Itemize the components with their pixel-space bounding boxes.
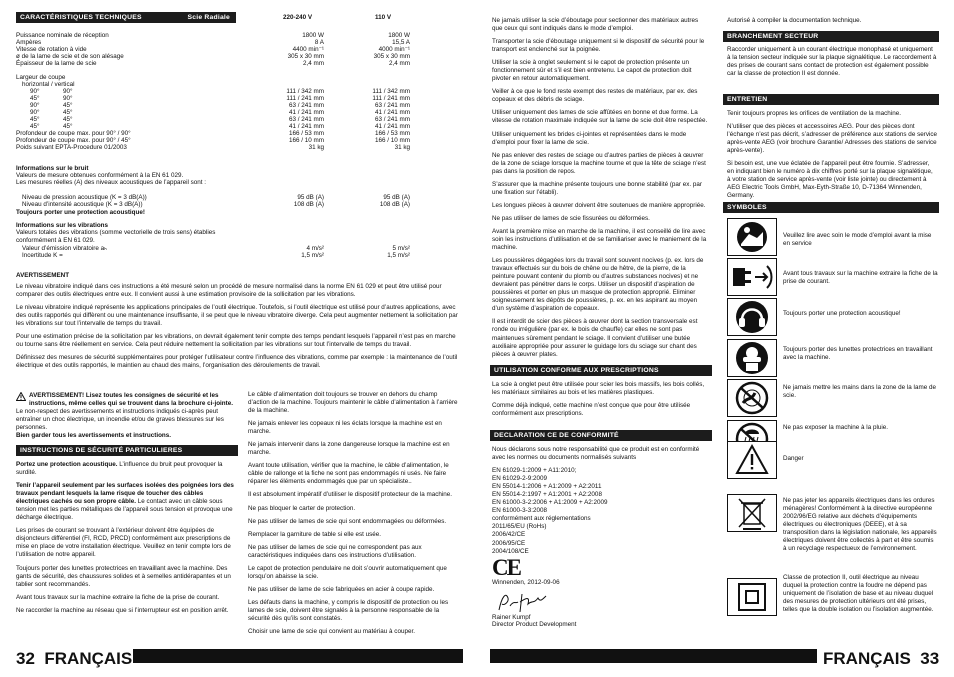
safety-item: Ne pas bloquer le carter de protection. — [248, 504, 356, 512]
spec-row — [16, 95, 410, 102]
safety-item: Remplacer la garniture de table si elle est usée. — [248, 530, 382, 538]
instruction-item: Ne pas utiliser de lames de scie fissurées ou déformées. — [492, 214, 650, 222]
symbol-text-danger: Danger — [783, 455, 804, 462]
value-110: 41 / 241 mm — [375, 109, 410, 116]
value-110: 15,5 A — [392, 39, 410, 46]
entretien-body: Tenir toujours propres les orifices de ventilation de la machine. N’utiliser que des pièces et accessoires AEG. Pour des pièces dont l’échange n’est pas décrit, s’adresser de préférence aux stations de service après-vente AEG (voir brochure Garantie/ Adresses des stations de service après-vente). Si besoin est, une vue éclatée de l’appareil peut être fournie. S’adresser, en indiquant bien le numéro à dix chiffres porté sur la plaque signalétique, à votre station de service après-vente (voir liste jointe) ou directement à AEG Electric Tools GmbH, Max-Eyth-Straße 10, D-71364 Winnenden, Germany. — [727, 110, 938, 200]
spec-label: Valeur d’émission vibratoire aₕ — [22, 245, 107, 252]
angle-a: 45° — [30, 123, 40, 130]
place-date: Winnenden, 2012-09-06 — [492, 579, 560, 586]
spec-row — [16, 245, 410, 252]
safety-item: Ne jamais enlever les copeaux ni les éclats lorsque la machine est en marche. — [248, 420, 442, 436]
ce-norm: EN 55014-2:1997 + A1:2001 + A2:2008 — [492, 491, 602, 499]
angle-b: 45° — [63, 116, 73, 123]
spec-row — [16, 88, 410, 95]
spec-label: Niveau de pression acoustique (K = 3 dB(A)) — [22, 194, 147, 201]
safety-item: Ne pas utiliser de lames de scie qui sont endommagées ou déformées. — [248, 517, 447, 525]
ce-norm: EN 61029-1:2009 + A11:2010; — [492, 467, 577, 475]
value-220: 8 A — [314, 39, 324, 46]
spec-row — [16, 39, 410, 46]
use-body: La scie à onglet peut être utilisée pour scier les bois massifs, les bois collés, les matériaux similaires au bois et les matières plastiques. Comme déjà indiqué, cette machine n’est conçue que pour être utilisée conformément aux prescriptions. — [492, 381, 705, 418]
safety-item: Les défauts dans la machine, y compris le dispositif de protection ou les lames de scie, doivent être signalés à la personne responsable de la sécurité dès qu’ils sont constatés. — [248, 598, 449, 622]
angle-b: 90° — [63, 95, 73, 102]
angle-b: 90° — [63, 88, 73, 95]
safety-item: Choisir une lame de scie qui convient au matériau à couper. — [248, 628, 415, 636]
value-110: 111 / 241 mm — [372, 95, 410, 102]
weee-bin-icon — [727, 494, 777, 532]
symbol-text-read-manual: Veuillez lire avec soin le mode d’emploi avant la mise en service — [783, 232, 932, 248]
value-110: 2,4 mm — [389, 60, 410, 67]
spec-label: Niveau d’intensité acoustique (K = 3 dB(A)) — [22, 201, 143, 208]
ce-norm: EN 55014-1:2006 + A1:2009 + A2:2011 — [492, 483, 602, 491]
spec-label: Épaisseur de la lame de scie — [16, 60, 97, 67]
spec-label: Puissance nominale de réception — [16, 32, 109, 39]
signature-icon — [496, 590, 556, 614]
angle-a: 90° — [30, 88, 40, 95]
eye-protection-icon — [727, 339, 777, 377]
col-110-heading: 110 V — [375, 14, 392, 21]
value-220: 108 dB (A) — [293, 201, 324, 208]
angle-a: 45° — [30, 95, 40, 102]
instruction-item: Les longues pièces à œuvrer doivent être soutenues de manière appropriée. — [492, 201, 706, 209]
safety-item: Le câble d’alimentation doit toujours se trouver en dehors du champ d’action de la machine. Toujours maintenir le câble d’alimentation à l’arrière de la machine. — [248, 391, 458, 415]
ce-norm: EN 61000-3-2:2006 + A1:2009 + A2:2009 — [492, 499, 608, 507]
safety-item: Le capot de protection pendulaire ne doit s’ouvrir automatiquement que lorsqu’on abaisse la scie. — [248, 564, 447, 580]
class-ii-icon — [727, 578, 777, 616]
spec-row — [16, 194, 410, 201]
value-220: 1,5 m/s² — [301, 252, 324, 259]
value-220: 31 kg — [308, 144, 324, 151]
value-220: 4 m/s² — [306, 245, 324, 252]
value-110: 63 / 241 mm — [375, 116, 410, 123]
symbol-text-unplug: Avant tous travaux sur la machine extraire la fiche de la prise de courant. — [783, 270, 938, 286]
symbol-text-class-ii: Classe de protection II, outil électrique au niveau duquel la protection contre la foudre ne dépend pas uniquement de l’isolation de base et au niveau duquel des mesures de protection ultérieurs ont été prises, telles que la double isolation ou l’isolation augmentée. — [783, 574, 934, 614]
noise-text: Valeurs de mesure obtenues conformément à la EN 61 029. — [16, 172, 184, 179]
instruction-item: S’assurer que la machine présente toujours une bonne stabilité (par ex. par une fixation sur l’établi). — [492, 180, 703, 196]
instruction-item: Il est interdit de scier des pièces à œuvrer dont la section transversale est ronde ou irrégulière (par ex. le bois de chauffe) car elles ne sont pas maintenues sûrement pendant le sciage. Il convient d’utiliser une butée auxiliaire appropriée pour assurer le guidage lors du sciage sur chant des pièces à œuvrer plates. — [492, 318, 698, 358]
angle-b: 45° — [63, 109, 73, 116]
angle-a: 90° — [30, 109, 40, 116]
value-220: 166 / 53 mm — [289, 130, 324, 137]
safety-item: Ne pas utiliser de lames de scie qui ne correspondent pas aux caractéristiques indiquées dans ces instructions d’utilisation. — [248, 543, 422, 559]
spec-header: CARACTÉRISTIQUES TECHNIQUES Scie Radiale — [16, 12, 236, 23]
cut-sub: horizontal / vertical — [22, 81, 75, 88]
value-110: 108 dB (A) — [379, 201, 410, 208]
col-220-heading: 220-240 V — [283, 14, 313, 21]
ce-norm: 2004/108/CE — [492, 547, 529, 555]
spec-label: Incertitude K = — [22, 252, 63, 259]
angle-a: 90° — [30, 102, 40, 109]
value-110: 95 dB (A) — [383, 194, 410, 201]
spec-row — [16, 144, 410, 151]
spec-label: Profondeur de coupe max. pour 90° / 45° — [16, 137, 131, 144]
safety-item: Les prises de courant se trouvant à l’extérieur doivent être équipées de disjoncteurs différentiel (FI, RCD, PRCD) conformément aux prescriptions de mise en place de votre installation électrique. Veuillez en tenir compte lors de l’utilisation de notre appareil. — [16, 527, 231, 559]
safety-item: Ne raccorder la machine au réseau que si l’interrupteur est en position arrêt. — [16, 606, 229, 614]
spec-row — [16, 32, 410, 39]
general-warning: AVERTISSEMENT! Lisez toutes les consignes de sécurité et les instructions, même celles qui se trouvent dans la brochure ci-jointe. Le non-respect des avertissements et instructions indiqués ci-après peut entraîner un choc électrique, un incendie et/ou de graves blessures sur les personnes. Bien garder tous les avertissements et instructions. — [16, 392, 234, 440]
safety-col-b — [248, 391, 460, 641]
value-220: 95 dB (A) — [297, 194, 324, 201]
noise-title: Informations sur le bruit — [16, 165, 89, 172]
value-220: 111 / 241 mm — [286, 95, 324, 102]
spec-row — [16, 130, 410, 137]
value-110: 41 / 241 mm — [375, 123, 410, 130]
instruction-item: Ne pas enlever des restes de sciage ou d’autres parties de pièces à œuvrer de la zone de sciage lorsque la machine tourne et que la tête de sciage n’est pas dans la position de repos. — [492, 151, 706, 175]
right-footer-bar — [490, 649, 817, 663]
value-220: 305 x 30 mm — [287, 53, 324, 60]
value-220: 166 / 10 mm — [289, 137, 324, 144]
value-110: 166 / 10 mm — [375, 137, 410, 144]
safety-item: Ne jamais intervenir dans la zone dangereuse lorsque la machine est en marche. — [248, 441, 450, 457]
right-page-number: FRANÇAIS 33 — [823, 649, 940, 668]
spec-label: Vitesse de rotation à vide — [16, 46, 87, 53]
spec-row — [16, 116, 410, 123]
ce-norm: 2006/95/CE — [492, 539, 526, 547]
noise-warning: Toujours porter une protection acoustique! — [16, 209, 145, 216]
spec-row — [16, 53, 410, 60]
value-110: 305 x 30 mm — [373, 53, 410, 60]
entretien-header: ENTRETIEN — [723, 94, 939, 105]
instruction-item: Ne jamais utiliser la scie d’éboutage pour sectionner des matériaux autres que ceux qui sont indiqués dans le mode d’emploi. — [492, 17, 699, 33]
value-110: 4000 min⁻¹ — [378, 46, 410, 53]
symbol-text-eye-protection: Toujours porter des lunettes protectrices en travaillant avec la machine. — [783, 346, 933, 362]
value-110: 166 / 53 mm — [375, 130, 410, 137]
symbol-text-weee: Ne pas jeter les appareils électriques dans les ordures ménagères! Conformément à la directive européenne 2002/96/EG relative aux déchets d’équipements électriques ou électroniques (DEEE), et à sa transposition dans la législation nationale, les appareils électriques doivent être collectés à part et être soumis à un recyclage respectueux de l’environnement. — [783, 497, 937, 553]
ce-norm: conformément aux réglementations — [492, 515, 591, 523]
vibration-text: Valeurs totales des vibrations (somme vectorielle de trois sens) établies conformément à EN 61 029. — [16, 229, 216, 245]
danger-icon — [727, 441, 777, 479]
ce-norm: EN 61029-2-9:2009 — [492, 475, 547, 483]
ce-norm: 2011/65/EU (RoHs) — [492, 523, 547, 531]
safety-col-a — [16, 461, 236, 620]
spec-row — [16, 46, 410, 53]
avert-body: Le niveau vibratoire indiqué dans ces instructions a été mesuré selon un procédé de mesure normalisé dans la norme EN 61 029 et peut être utilisé pour comparer des outils électriques entre eux. Il convient aussi à une estimation provisoire de la sollicitation par les vibrations. Le niveau vibratoire indiqué représente les applications principales de l’outil électrique. Toutefois, si l’outil électrique est utilisé pour d’autres applications, avec des outils rapportés qui diffèrent ou une maintenance insuffisante, il se peut que le niveau vibratoire diverge. Cela peut augmenter nettement la sollicitation par les vibrations sur tout l’intervalle de temps du travail. Pour une estimation précise de la sollicitation par les vibrations, on devrait également tenir compte des temps pendant lesquels l’appareil n’est pas en marche ou tourne sans être réellement en service. Cela peut réduire nettement la sollicitation par les vibrations sur tout l’intervalle de temps du travail. Définissez des mesures de sécurité supplémentaires pour protéger l’utilisateur contre l’influence des vibrations, comme par exemple : la maintenance de l’outil électrique et des outils rapportés, le maintien au chaud des mains, l’organisation des déroulements de travail. — [16, 283, 458, 370]
symbol-text-no-rain: Ne pas exposer la machine à la pluie. — [783, 424, 889, 431]
avert-title: AVERTISSEMENT — [16, 272, 70, 279]
value-110: 1,5 m/s² — [387, 252, 410, 259]
value-220: 4400 min⁻¹ — [292, 46, 324, 53]
value-110: 111 / 342 mm — [372, 88, 410, 95]
branch-header: BRANCHEMENT SECTEUR — [723, 31, 939, 42]
left-footer-bar — [133, 649, 463, 663]
spec-row — [16, 102, 410, 109]
ce-norm: 2006/42/CE — [492, 531, 526, 539]
safety-header: INSTRUCTIONS DE SÉCURITÉ PARTICULIERES — [16, 445, 238, 456]
value-220: 1800 W — [302, 32, 324, 39]
unplug-icon — [727, 258, 777, 296]
value-220: 2,4 mm — [303, 60, 324, 67]
spec-label: ø de la lame de scie et de son alésage — [16, 53, 124, 60]
cut-title: Largeur de coupe — [16, 74, 66, 81]
value-110: 1800 W — [388, 32, 410, 39]
ce-norm: EN 61000-3-3:2008 — [492, 507, 547, 515]
angle-b: 45° — [63, 102, 73, 109]
safety-item: Avant tous travaux sur la machine extraire la fiche de la prise de courant. — [16, 593, 220, 601]
spec-row — [16, 60, 410, 67]
noise-text-2: Les mesures réelles (A) des niveaux acoustiques de l’appareil sont : — [16, 179, 207, 186]
branch-text: Raccorder uniquement à un courant électrique monophasé et uniquement à la tension secteur indiquée sur la plaque signalétique. Le raccordement à des prises de courant sans contact de protection est également possible car la classe de protection II est donnée. — [727, 46, 937, 78]
value-220: 111 / 342 mm — [286, 88, 324, 95]
value-220: 63 / 241 mm — [289, 102, 324, 109]
safety-item: Portez une protection acoustique. L’influence du bruit peut provoquer la surdité. — [16, 461, 223, 477]
no-hands-icon — [727, 379, 777, 417]
safety-item: Il est absolument impératif d’utiliser le dispositif protecteur de la machine. — [248, 491, 453, 499]
vibration-title: Informations sur les vibrations — [16, 222, 109, 229]
spec-row — [16, 109, 410, 116]
ear-protection-icon — [727, 298, 777, 336]
angle-b: 45° — [63, 123, 73, 130]
spec-row — [16, 137, 410, 144]
ce-mark: CE — [492, 555, 520, 580]
warning-triangle-icon — [16, 392, 26, 401]
spec-label: Poids suivant EPTA-Procedure 01/2003 — [16, 144, 127, 151]
symbols-header: SYMBOLES — [723, 202, 939, 213]
value-110: 5 m/s² — [392, 245, 410, 252]
symbol-text-no-hands: Ne jamais mettre les mains dans la zone de la lame de scie. — [783, 384, 936, 400]
signer-name: Rainer Kumpf — [492, 614, 531, 621]
spec-row — [16, 123, 410, 130]
use-header: UTILISATION CONFORME AUX PRESCRIPTIONS — [490, 365, 712, 376]
spec-row — [16, 201, 410, 208]
safety-item: Ne pas utiliser de lame de scie fabriquées en acier à coupe rapide. — [248, 585, 435, 593]
instruction-item: Utiliser uniquement des lames de scie affûtées en bonne et due forme. La vitesse de rotation maximale indiquée sur la lame de scie doit être respectée. — [492, 109, 708, 125]
value-220: 63 / 241 mm — [289, 116, 324, 123]
symbol-text-ear-protection: Toujours porter une protection acoustique! — [783, 310, 901, 317]
read-manual-icon — [727, 218, 777, 256]
right-col1-text — [492, 17, 710, 364]
left-page-number: 32 FRANÇAIS — [16, 649, 133, 668]
value-110: 31 kg — [394, 144, 410, 151]
instruction-item: Utiliser la scie à onglet seulement si le capot de protection présente un fonctionnement sûr et s’il est bien entretenu. Le capot de protection doit pivoter en retour automatiquement. — [492, 59, 692, 83]
ce-norms-list — [492, 467, 710, 556]
instruction-item: Utiliser uniquement les brides ci-jointes et représentées dans le mode d’emploi pour fixer la lame de scie. — [492, 130, 687, 146]
instruction-item: Veiller à ce que le fond reste exempt des restes de matériaux, par ex. des copeaux et des débris de sciage. — [492, 88, 698, 104]
safety-item: Tenir l’appareil seulement par les surfaces isolées des poignées lors des travaux pendant lesquels la lame risque de toucher des câbles électriques cachés ou son propre câble. Le contact avec un câble sous tension met les parties métalliques de l’appareil sous tension et provoque une décharge électrique. — [16, 482, 234, 522]
ce-header: DECLARATION CE DE CONFORMITÉ — [490, 430, 712, 441]
instruction-item: Les poussières dégagées lors du travail sont souvent nocives (p. ex. lors de travaux effectués sur du bois de chêne ou de hêtre, de la pierre, de la peinture pouvant contenir du plomb ou d’autres substances nocives) et ne devraient pas pénétrer dans le corps. Utiliser un dispositif d’aspiration de poussières et porter en plus un masque de protection approprié. Eliminer soigneusement les dépôts de poussières, p. ex. en les aspirant au moyen d’un système d’aspiration de copeaux. — [492, 257, 704, 313]
safety-item: Avant toute utilisation, vérifier que la machine, le câble d’alimentation, le câble de rallonge et la fiche ne sont pas endommagés ni usés. Ne faire réparer les éléments endommagés que par un spécialiste.. — [248, 462, 449, 486]
instruction-item: Transporter la scie d’éboutage uniquement si le dispositif de sécurité pour le transport est enclenché sur la poignée. — [492, 38, 705, 54]
angle-a: 45° — [30, 116, 40, 123]
ce-body: Nous déclarons sous notre responsabilité que ce produit est en conformité avec les normes ou documents normalisés suivants EN 61029-1:2009 + A11:2010; EN 61029-2-9:2009 EN 55014-1:2006 + A1:2009 + A2:2011 EN 55014-2:1997 + A1:2001 + A2:2008 EN 61000-3-2:2006 + A1:2009 + A2:2009 EN 61000-3-3:2008 conformément aux réglementations 2011/65/EU (RoHs) 2006/42/CE 2006/95/CE 2004/108/CE — [492, 446, 710, 556]
value-220: 41 / 241 mm — [289, 109, 324, 116]
value-220: 41 / 241 mm — [289, 123, 324, 130]
safety-item: Toujours porter des lunettes protectrices en travaillant avec la machine. Des gants de sécurité, des chaussures solides et à semelles antidérapantes et un tablier sont recommandés. — [16, 564, 231, 588]
col2-top-text: Autorisé à compiler la documentation technique. — [727, 17, 862, 24]
spec-label: Ampères — [16, 39, 42, 46]
spec-row — [16, 252, 410, 259]
signer-role: Director Product Development — [492, 621, 577, 628]
value-110: 63 / 241 mm — [375, 102, 410, 109]
instruction-item: Avant la première mise en marche de la machine, il est conseillé de lire avec soin les instructions d’utilisation et de se familiariser avec le maniement de la machine. — [492, 227, 707, 252]
spec-label: Profondeur de coupe max. pour 90° / 90° — [16, 130, 131, 137]
